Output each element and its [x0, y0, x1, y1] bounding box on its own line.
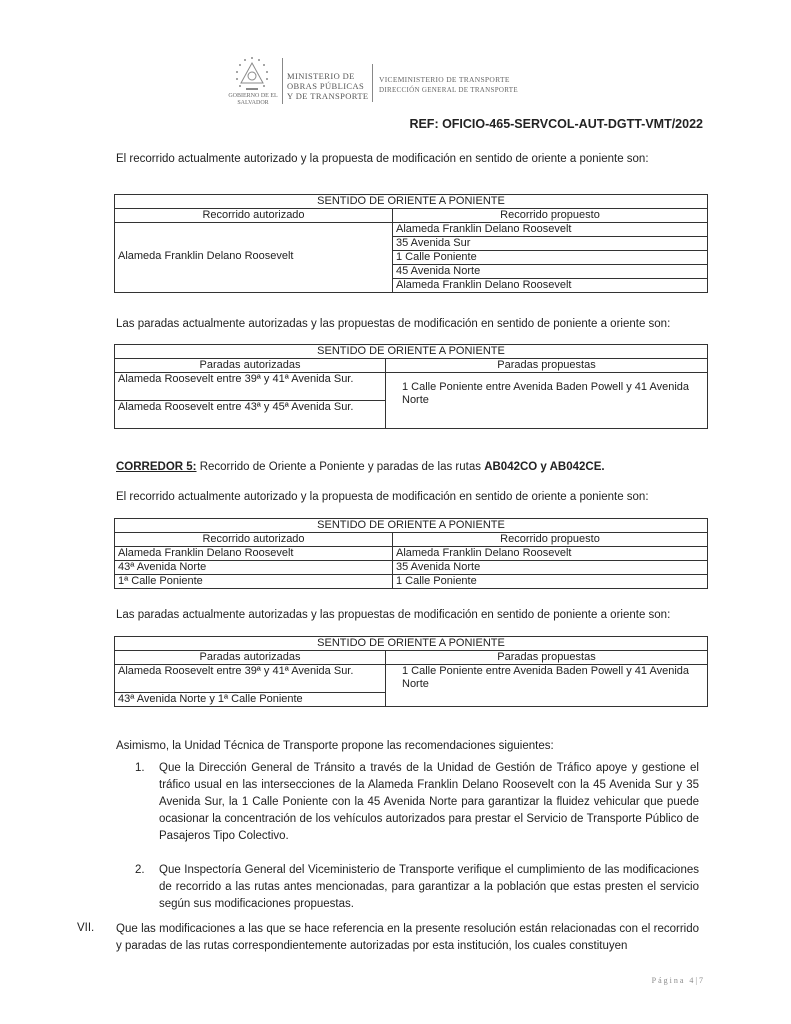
table-title: SENTIDO DE ORIENTE A PONIENTE	[115, 195, 708, 209]
page-number: Página 4|7	[651, 976, 705, 985]
table-title: SENTIDO DE ORIENTE A PONIENTE	[115, 637, 708, 651]
ministry-line-1: MINISTERIO DE	[287, 71, 355, 81]
table-cell: Alameda Franklin Delano Roosevelt	[115, 547, 393, 561]
table-cell: Alameda Franklin Delano Roosevelt	[393, 547, 708, 561]
list-text: Que la Dirección General de Tránsito a través de la Unidad de Gestión de Tráfico apoye y gestione el tráfico usual en las intersecciones de la Alameda Franklin Delano Roosevelt con la 45 Avenida Sur y 35 Avenida Sur, la 1 Calle Poniente con la 45 Avenida Norte para garantizar la fluidez vehicular que puede ocasionar la concentración de los vehículos autorizados para prestar el Servicio de Transporte Público de Pasajeros Tipo Colectivo.	[159, 762, 699, 842]
authorized-route: Alameda Franklin Delano Roosevelt	[118, 250, 294, 262]
recommendations-list	[135, 760, 699, 913]
column-header: Recorrido propuesto	[393, 209, 708, 223]
reference-number: REF: OFICIO-465-SERVCOL-AUT-DGTT-VMT/2022	[409, 117, 703, 131]
column-header: Recorrido autorizado	[115, 533, 393, 547]
ministry-line-3: Y DE TRANSPORTE	[287, 91, 369, 101]
ministry-name	[287, 71, 369, 101]
table-cell: 1 Calle Poniente entre Avenida Baden Powell y 41 Avenida Norte	[386, 665, 708, 707]
corredor-label: CORREDOR 5:	[116, 461, 197, 473]
column-header: Paradas autorizadas	[115, 651, 386, 665]
table-route-1	[114, 194, 708, 293]
intro-paragraph-1: El recorrido actualmente autorizado y la propuesta de modificación en sentido de oriente a poniente son:	[116, 153, 649, 165]
table-cell: Alameda Franklin Delano Roosevelt	[393, 223, 708, 237]
list-item	[135, 862, 699, 913]
list-number: 1.	[135, 762, 145, 774]
table-cell: 1 Calle Poniente	[393, 251, 708, 265]
section-number: VII.	[77, 922, 95, 934]
corredor-heading	[116, 461, 605, 473]
list-number: 2.	[135, 864, 145, 876]
table-cell: 1 Calle Poniente	[393, 575, 708, 589]
table-stops-1	[114, 344, 708, 429]
header-divider	[282, 58, 283, 104]
table-cell: Alameda Roosevelt entre 39ª y 41ª Avenida Sur.	[115, 665, 386, 693]
table-title: SENTIDO DE ORIENTE A PONIENTE	[115, 345, 708, 359]
direction-name: DIRECCIÓN GENERAL DE TRANSPORTE	[379, 86, 518, 94]
intro-paragraph-4: Las paradas actualmente autorizadas y las propuestas de modificación en sentido de poniente a oriente son:	[116, 609, 671, 621]
intro-paragraph-2: Las paradas actualmente autorizadas y las propuestas de modificación en sentido de poniente a oriente son:	[116, 318, 671, 330]
column-header: Recorrido propuesto	[393, 533, 708, 547]
vice-ministry-block	[379, 75, 518, 95]
list-item	[135, 760, 699, 845]
recommendations-intro: Asimismo, la Unidad Técnica de Transporte propone las recomendaciones siguientes:	[116, 740, 554, 752]
column-header: Paradas propuestas	[386, 359, 708, 373]
table-cell: 43ª Avenida Norte	[115, 561, 393, 575]
section-vii-text: Que las modificaciones a las que se hace referencia en la presente resolución están relacionadas con el recorrido y paradas de las rutas correspondientemente autorizadas por esta institución, los cuales constituyen	[116, 923, 699, 952]
table-cell: 1 Calle Poniente entre Avenida Baden Powell y 41 Avenida Norte	[386, 373, 708, 429]
vice-ministry-name: VICEMINISTERIO DE TRANSPORTE	[379, 75, 510, 84]
header-divider-2	[372, 64, 373, 102]
table-cell: 35 Avenida Norte	[393, 561, 708, 575]
table-cell: 1ª Calle Poniente	[115, 575, 393, 589]
table-cell: Alameda Roosevelt entre 43ª y 45ª Avenida Sur.	[115, 401, 386, 429]
column-header: Recorrido autorizado	[115, 209, 393, 223]
list-text: Que Inspectoría General del Viceministerio de Transporte verifique el cumplimiento de las modificaciones de recorrido a las rutas antes mencionadas, para garantizar a la población que estas presten el servicio según sus modificaciones propuestas.	[159, 864, 699, 910]
table-cell: Alameda Franklin Delano Roosevelt	[393, 279, 708, 293]
seal-caption: GOBIERNO DE EL SALVADOR	[228, 93, 278, 106]
column-header: Paradas autorizadas	[115, 359, 386, 373]
corredor-routes: AB042CO y AB042CE.	[484, 461, 605, 473]
table-cell: 35 Avenida Sur	[393, 237, 708, 251]
table-route-2	[114, 518, 708, 589]
table-cell: 43ª Avenida Norte y 1ª Calle Poniente	[115, 693, 386, 707]
coat-of-arms-seal	[232, 55, 272, 95]
ministry-line-2: OBRAS PÚBLICAS	[287, 81, 365, 91]
table-cell: Alameda Roosevelt entre 39ª y 41ª Avenida Sur.	[115, 373, 386, 401]
table-title: SENTIDO DE ORIENTE A PONIENTE	[115, 519, 708, 533]
corredor-text: Recorrido de Oriente a Poniente y paradas de las rutas	[196, 461, 485, 473]
table-stops-2	[114, 636, 708, 707]
table-cell: 45 Avenida Norte	[393, 265, 708, 279]
column-header: Paradas propuestas	[386, 651, 708, 665]
table-cell	[115, 223, 393, 293]
intro-paragraph-3: El recorrido actualmente autorizado y la propuesta de modificación en sentido de oriente a poniente son:	[116, 491, 649, 503]
